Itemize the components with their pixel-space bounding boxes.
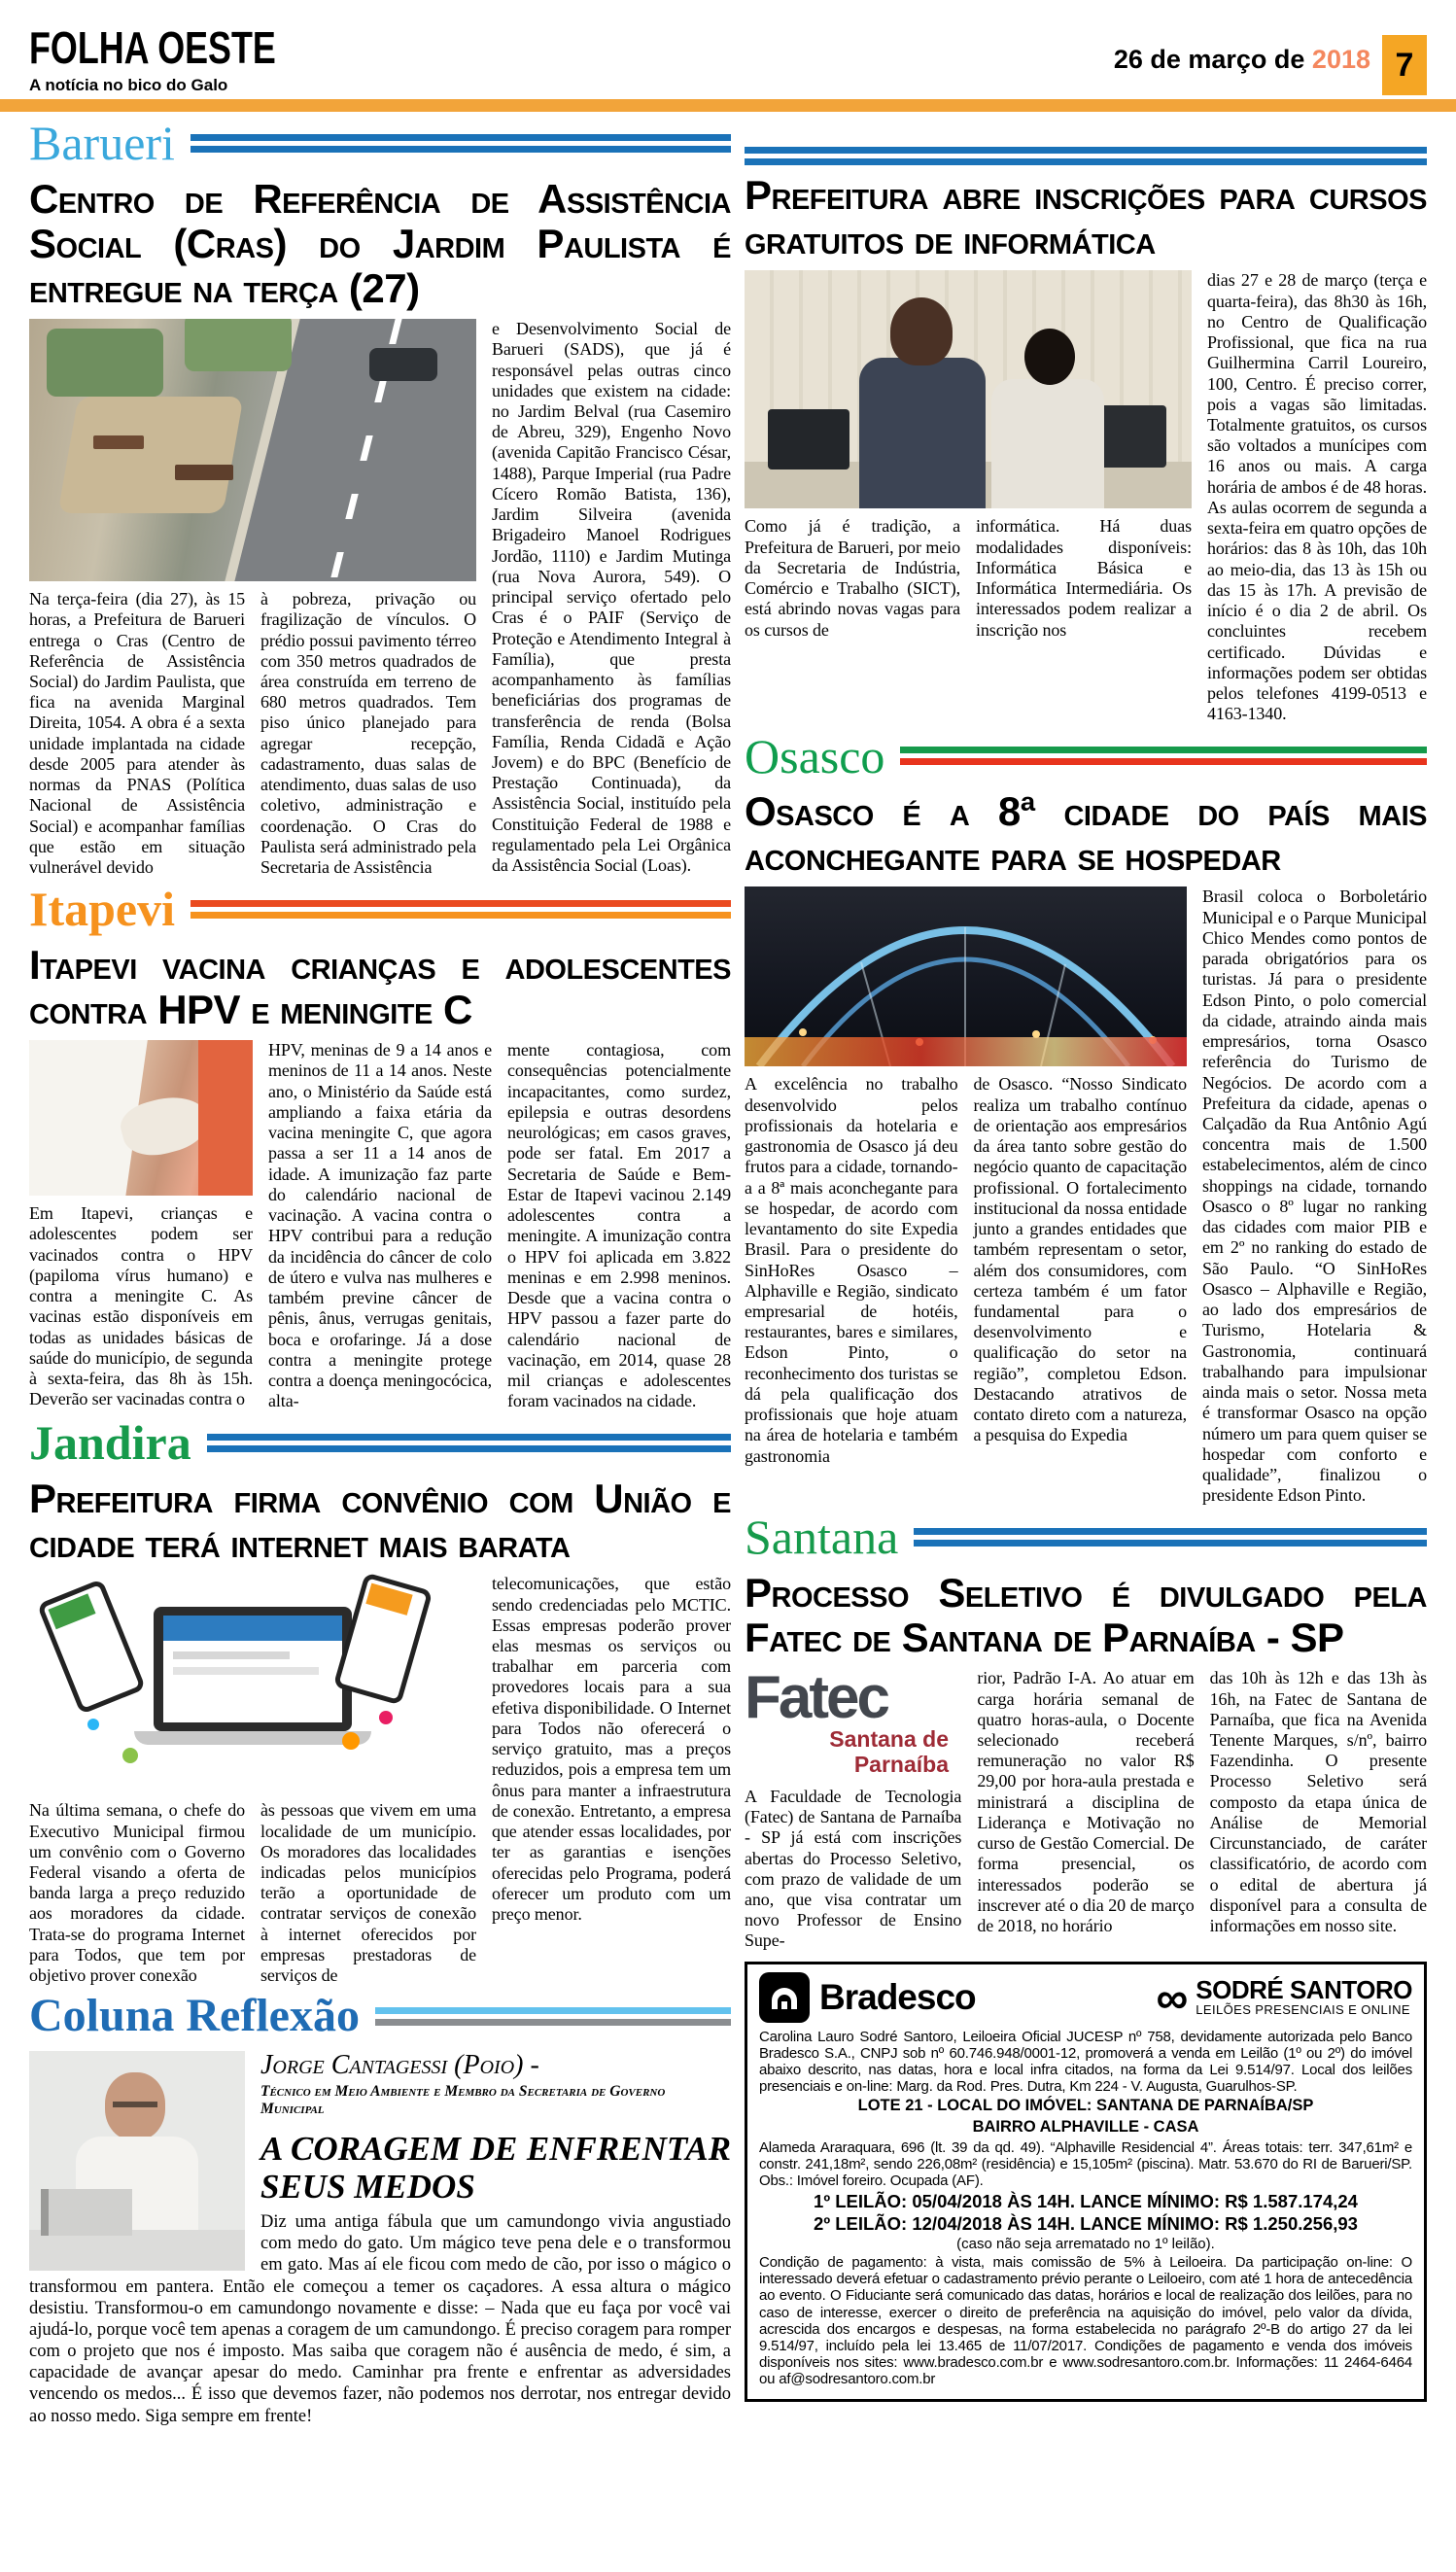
section-title-barueri: Barueri [29,116,175,170]
bradesco-logo [759,1972,976,2023]
informatica-section [745,147,1427,725]
ad-first-auction-line: 1º LEILÃO: 05/04/2018 ÀS 14H. LANCE MÍNIMO: R$ 1.587.174,24 [814,2190,1358,2211]
jandira-article-main [29,1574,476,1986]
illustration-dot-shape [379,1711,393,1724]
jandira-section-header [29,1417,731,1469]
photo-student-head-shape [890,297,953,365]
osasco-col3: Brasil coloca o Borboletário Municipal e o Parque Municipal Chico Mendes como pontos de parada obrigatórios para os turistas. Já para o presidente Edson Pinto, o polo comercial da cidade, atraindo ainda mais empresários, torna Osasco referência do Turismo de Negócios. De acordo com a Prefeitura da cidade, apenas o Calçadão da Rua Antônio Agú concentra mais de 1.500 estabelecimentos, além de cinco shoppings na cidade, tornando Osasco o 8º lugar no ranking das cidades com maior PIB e em 2º no ranking do estado de São Paulo. “O SinHoRes Osasco – Alphaville e Região, ao lado dos empresários de Turismo, Hotelaria & Gastronomia, continuará trabalhando para impulsionar ainda mais o setor. Nossa meta é transformar Osasco na opção número um para quem quiser se hospedar com conforto e qualidade”, finalizou o presidente Edson Pinto. [1202,886,1427,1506]
itapevi-col2: HPV, meninas de 9 a 14 anos e meninos de 11 a 14 anos. Neste ano, o Ministério da Saúde está ampliando a faixa etária da vacina meningite C, que agora passa a ser 11 a 14 anos de idade. A imunização faz parte do calendário nacional de vacinação. A vacina contra o HPV contribui para a redução da incidência do câncer de colo de útero e vulva nas mulheres e também previne câncer de pênis, ânus, verrugas genitais, boca e orofaringe. Já a dose contra a meningite protege contra a doença meningocócica, alta- [268,1040,492,1411]
section-title-osasco: Osasco [745,728,885,783]
barueri-section-rule [191,134,731,153]
cras-street-photo [29,319,476,581]
fatec-logo-subtitle-2: Parnaíba [853,1751,949,1777]
section-title-santana: Santana [745,1510,899,1565]
section-title-jandira: Jandira [29,1415,191,1471]
itapevi-headline: Itapevi vacina crianças e adolescentes contra HPV e meningite C [29,941,731,1033]
ad-lot-title-line1: LOTE 21 - LOCAL DO IMÓVEL: SANTANA DE PARNAÍBA/SP [857,2097,1314,2115]
edition-date-text: 26 de março de [1113,45,1312,74]
photo-student-body-shape [859,358,986,508]
photo-monitor-shape [768,409,849,469]
barueri-section-header [29,118,731,169]
photo-bench-shape [93,435,144,449]
barueri-col2: à pobreza, privação ou fragilização de vínculos. O prédio possui pavimento térreo com 350 metros quadrados de área construída em terreno de 680 metros quadrados. Tem piso único planejado para agregar recepção, cadastramento, duas salas de atendimento, duas salas de uso coletivo, administração e coordenação. O Cras do Paulista será administrado pela Secretaria de Assistência [260,589,476,878]
osasco-col2: de Osasco. “Nosso Sindicato realiza um trabalho contínuo de orientação aos empresários da área tanto sobre gestão do negócio quanto de capacitação profissional. O fortalecimento institucional da nossa entidade junto a grandes entidades que também representam o setor, além dos consumidores, com certeza também é um fator fundamental para o desenvolvimento e qualificação do setor na região”, completou Edson. Destacando atrativos de contato direto com a natureza, a pesquisa do Expedia [973,1074,1187,1445]
masthead-left [29,22,345,95]
barueri-text-columns [29,589,476,878]
photo-desk-shape [29,2230,245,2271]
barueri-headline: Centro de Referência de Assistência Social (Cras) do Jardim Paulista é entregue na terça (27) [29,175,731,311]
informatica-headline: Prefeitura abre inscrições para cursos gratuitos de informática [745,172,1427,263]
coluna-section-rule [375,2007,731,2026]
newspaper-title: FOLHA OESTE [29,22,276,73]
jandira-col1: Na última semana, o chefe do Executivo Municipal firmou um convênio com o Governo Federal visando a oferta de banda larga a preço reduzido aos moradores da cidade. Trata-se do programa Internet para Todos, que tem por objetivo prover conexão [29,1800,245,1986]
coluna-headline: A CORAGEM DE ENFRENTAR SEUS MEDOS [260,2129,731,2206]
informatica-col2: informática. Há duas modalidades disponíveis: Informática Básica e Informática Intermediária. Os interessados podem realizar a inscrição nos [976,516,1192,640]
photo-glasses-shape [113,2102,157,2107]
ad-auction-note: (caso não seja arrematado no 1º leilão). [956,2236,1215,2253]
photo-student-head-shape [1024,329,1075,385]
coluna-body: Diz uma antiga fábula que um camundongo vivia angustiado com medo do gato. Um mágico teve pena dele e o transformou em gato. Mas aí ele ficou com medo de cão, por isso o mágico o transformou em pantera. Então ele começou a temer os caçadores. A essa altura o mágico desistiu. Transformou-o em camundongo novamente e disse: – Nada que eu faça por você vai ajudá-lo, porque você tem apenas a coragem de um camundongo. É preciso coragem para romper com o projeto que nos é imposto. Mas saiba que coragem não é ausência de medo, é sim, a capacidade de avançar apesar do medo. Caminhar pra frente e enfrentar as adversidades vencendo os medos... É isso que devemos fazer, não podemos nos derrotar, nos entregar devido ao nosso medo. Siga sempre em frente! [29,2211,731,2426]
barueri-section [29,118,731,878]
osasco-bridge-night-photo [745,886,1187,1066]
bradesco-wordmark: Bradesco [819,1976,976,2017]
photo-grass-shape [47,329,163,397]
illustration-laptop-header-shape [163,1616,342,1641]
photo-car-shape [369,348,437,381]
ad-lot-title-line2: BAIRRO ALPHAVILLE - CASA [972,2117,1199,2136]
barueri-article [29,319,731,878]
sodre-santoro-tagline: LEILÕES PRESENCIAIS E ONLINE [1196,2001,1410,2017]
barueri-col1: Na terça-feira (dia 27), às 15 horas, a Prefeitura de Barueri entrega o Cras (Centro de Referência de Assistência Social) do Jardim Paulista, que fica na avenida Marginal Direita, 1054. A obra é a sexta unidade implantada na cidade desde 2005 para atender às normas da PNAS (Política Nacional de Assistência Social) e acompanhar famílias que estão em situação vulnerável devido [29,589,245,878]
santana-section [745,1512,1427,1951]
osasco-section-rule [900,747,1427,765]
illustration-phone-left-shape [37,1579,146,1715]
fatec-logo-subtitle-1: Santana de [829,1726,949,1753]
ad-second-auction-line: 2º LEILÃO: 12/04/2018 ÀS 14H. LANCE MÍNIMO: R$ 1.250.256,93 [814,2213,1358,2235]
bradesco-icon [759,1972,810,2023]
edition-date [1114,45,1370,75]
sodre-santoro-text [1196,1974,1412,2018]
ad-intro-text: Carolina Lauro Sodré Santoro, Leiloeira Oficial JUCESP nº 758, devidamente autorizada pelo Banco Bradesco S.A., CNPJ sob nº 60.746.948/0001-12, promoverá a venda em Leilão (1º ou 2º) do imóvel abaixo descrito, nas datas, hora e local infra citados, na forma da Lei 9.514/97. Local dos leilões presenciais e on-line: Marg. da Rod. Pres. Dutra, Km 224 - V. Augusta, Guarulhos-SP. [759,2028,1412,2095]
informatica-top-rule [745,147,1427,165]
santana-headline: Processo Seletivo é divulgado pela Fatec de Santana de Parnaíba - SP [745,1569,1427,1661]
coluna-section-header [29,1992,731,2040]
masthead [0,0,1456,95]
santana-section-rule [914,1528,1427,1547]
sodre-santoro-icon: ∞ [1156,1971,1189,2023]
right-column [745,112,1427,2427]
columnist-role: Técnico em Meio Ambiente e Membro da Secretaria de Governo Municipal [260,2082,666,2117]
informatica-text-columns [745,516,1192,640]
photo-laptop-shape [41,2189,132,2236]
jandira-section [29,1417,731,1986]
edition-year: 2018 [1311,45,1370,74]
informatica-article-main [745,270,1192,724]
informatica-article [745,270,1427,724]
osasco-section [745,728,1427,1507]
illustration-dot-shape [342,1732,360,1750]
section-title-itapevi: Itapevi [29,882,175,937]
jandira-col3: telecomunicações, que estão sendo credenciadas pelo MCTIC. Essas empresas poderão prover elas mesmas os serviços ou trabalhar em parceria com provedores locais para a sua efetiva disponibilidade. O Internet para Todos não oferecerá o serviço gratuito, mas a preços reduzidos, pois a empresa tem um ônus para manter a infraestrutura de conexão. Entretanto, a empresa que atender essas localidades, por ter as garantias e isenções oferecidas pelo Programa, poderá oferecer um produto com um preço menor. [492,1574,731,1925]
page-number-badge: 7 [1382,35,1427,95]
illustration-phone-screen-shape [365,1583,412,1616]
itapevi-section-header [29,884,731,935]
computer-class-photo [745,270,1192,508]
jandira-article [29,1574,731,1986]
itapevi-section-rule [191,900,731,919]
barueri-article-main [29,319,476,878]
jandira-text-columns [29,1800,476,1986]
itapevi-section [29,884,731,1411]
osasco-section-header [745,728,1427,783]
columnist-photo [29,2051,245,2271]
barueri-col3: e Desenvolvimento Social de Barueri (SADS), que já é responsável pelas outras cinco unidades que existem na cidade: no Jardim Belval (rua Casemiro de Abreu, 329), Engenho Novo (avenida Capitão Francisco César, 1488), Parque Imperial (rua Padre Cícero Romão Batista, 136), Jardim Silveira (avenida Brigadeiro Manoel Rodrigues Jordão, 1110) e Jardim Mutinga (rua Nova Aurora, 549). O principal serviço ofertado pelo Cras é o PAIF (Serviço de Proteção e Atendimento Integral à Família), que presta acompanhamento às famílias beneficiárias dos programas de transferência de renda (Bolsa Família, Renda Cidadã e Ação Jovem) e do BPC (Benefício de Prestação Continuada), da Assistência Social, instituído pela Constituição Federal de 1988 e regulamentado pela Lei Orgânica da Assistência Social (Loas). [492,319,731,876]
sodre-santoro-logo [1156,1971,1412,2023]
illustration-phone-screen-shape [48,1594,95,1630]
sodre-santoro-wordmark: SODRÉ SANTORO [1196,1974,1412,2004]
vaccination-photo [29,1040,253,1196]
illustration-phone-right-shape [333,1574,433,1706]
itapevi-col1: Em Itapevi, crianças e adolescentes podem ser vacinados contra o HPV (papiloma vírus humano) e contra a meningite C. As vacinas estão disponíveis em todas as unidades básicas de saúde do município, de segunda à sexta-feira, das 8h às 15h. Deverão ser vacinadas contra o [29,1203,253,1409]
santana-col3: das 10h às 12h e das 13h às 16h, na Fatec de Santana de Parnaíba, que fica na Avenida Tenente Marques, s/nº, bairro Fazendinha. O presente Processo Seletivo será composto da etapa única de Análise de Memorial Circunstanciado, de caráter classificatório, de acordo com o edital de abertura já disponível para a consulta de informações em nosso site. [1209,1668,1427,1936]
itapevi-col3: mente contagiosa, com consequências potencialmente incapacitantes, como surdez, epilepsia e outras desordens neurológicas; em casos graves, pode ser fatal. Em 2017 a Secretaria de Saúde e Bem-Estar de Itapevi vacinou 2.149 adolescentes contra a meningite. A imunização contra o HPV foi aplicada em 3.822 meninas e em 2.998 meninos. Desde que a vacina contra o HPV passou a fazer parte do calendário nacional de vacinação, em 2014, quase 28 mil crianças e adolescentes foram vacinados na cidade. [507,1040,731,1411]
osasco-text-columns [745,1074,1187,1466]
masthead-divider-bar [0,99,1456,112]
santana-col1: A Faculdade de Tecnologia (Fatec) de Santana de Parnaíba - SP já está com inscrições abertas do Processo Seletivo, com prazo de validade de um ano, que visa contratar um novo Professor de Ensino Supe- [745,1786,962,1951]
page-content [0,112,1456,2427]
fatec-logo-wordmark: Fatec [745,1664,887,1732]
santana-section-header [745,1512,1427,1563]
illustration-dot-shape [122,1748,138,1763]
coluna-article [29,2045,731,2427]
coluna-reflexao-section [29,1992,731,2426]
illustration-text-line-shape [173,1651,290,1659]
fatec-logo [745,1664,949,1777]
ad-property-description: Alameda Araraquara, 696 (lt. 39 da qd. 49). “Alphaville Residencial 4”. Áreas totais: terr. 347,61m² e constr. 241,18m², sendo 226,08m² (residência) e 15,105m² (piscina). Matr. 53.670 do RI de Barueri/SP. Obs.: Imóvel foreiro. Ocupada (AF). [759,2138,1412,2189]
photo-traffic-lights-shape [745,1037,1187,1066]
jandira-section-rule [207,1434,731,1452]
illustration-text-line-shape [173,1667,319,1675]
osasco-article-main [745,886,1187,1506]
photo-grass-shape [185,319,292,371]
illustration-laptop-base-shape [134,1731,371,1745]
osasco-article [745,886,1427,1506]
santana-article-colA [745,1664,962,1951]
itapevi-article-colA [29,1040,253,1411]
columnist-name: Jorge Cantagessi (Poio) - [260,2049,539,2080]
photo-student-body-shape [991,379,1104,508]
photo-orange-shirt-shape [198,1040,253,1196]
masthead-right [1114,35,1427,95]
auction-ad-header [759,1972,1412,2023]
osasco-col1: A excelência no trabalho desenvolvido pelos profissionais da hotelaria e gastronomia de Osasco já deu frutos para a cidade, tornando-a a 8ª mais aconchegante para se hospedar, de acordo com levantamento do site Expedia Brasil. Para o presidente do SinHoRes Osasco – Alphaville e Região, sindicato empresarial de hotéis, restaurantes, bares e similares, Edson Pinto, o reconhecimento dos turistas se dá pela qualificação dos profissionais que hoje atuam na área de hotelaria e também gastronomia [745,1074,958,1466]
santana-col2: rior, Padrão I-A. Ao atuar em carga horária semanal de quatro horas-aula, o Docente selecionado receberá remuneração no valor R$ 29,00 por hora-aula prestada e ministrará a disciplina de Liderança e Motivação no curso de Gestão Comercial. De forma presencial, os interessados poderão se inscrever até o dia 20 de março de 2018, no horário [977,1668,1195,1936]
illustration-dot-shape [87,1719,99,1730]
santana-article [745,1664,1427,1951]
newspaper-tagline: A notícia no bico do Galo [29,76,228,94]
auction-ad [745,1962,1427,2402]
osasco-headline: Osasco é a 8ª cidade do país mais aconchegante para se hospedar [745,788,1427,880]
left-column [29,112,731,2427]
ad-conditions-text: Condição de pagamento: à vista, mais comissão de 5% à Leiloeira. Da participação on-line: O interessado deverá efetuar o cadastramento prévio perante o Leiloeiro, com até 1 hora de antecedência ao evento. O Fiduciante será comunicado das datas, horários e local de realização dos leilões, para no caso de interesse, exercer o direito de preferência na aquisição do imóvel, pelo valor da dívida, acrescida dos encargos e despesas, na forma estabelecida no parágrafo 2º-B do artigo 27 da lei 9.514/97, incluído pela lei 13.465 de 11/07/2017. Condições de pagamento e venda dos imóveis disponíveis nos sites: www.bradesco.com.br e www.sodresantoro.com.br. Informações: 11 2464-6464 ou af@sodresantoro.com.br [759,2254,1412,2387]
photo-bench-shape [175,465,233,480]
jandira-col2: às pessoas que vivem em uma localidade de um município. Os moradores das localidades indicadas pelos municípios terão a oportunidade de contratar serviços de conexão à internet oferecidos por empresas prestadoras de serviços de [260,1800,476,1986]
itapevi-article [29,1040,731,1411]
section-title-coluna-reflexao: Coluna Reflexão [29,1990,360,2042]
photo-path-shape [57,397,243,513]
informatica-col3: dias 27 e 28 de março (terça e quarta-feira), das 8h30 às 16h, no Centro de Qualificação Profissional, que fica na rua Guilhermina Carril Loureiro, 100, Centro. É preciso correr, pois a vagas são limitadas. Totalmente gratuitos, os cursos são voltados a munícipes com 16 anos ou mais. A carga horária de ambos é de 48 horas. As aulas ocorrem de segunda a sexta-feira em quatro opções de horários: das 8 às 10h, das 10h ao meio-dia, das 13 às 15h ou das 15 às 17h. A previsão de início é o dia 2 de abril. Os concluintes recebem certificado. Dúvidas e informações podem ser obtidas pelos telefones 4199-0513 e 4163-1340. [1207,270,1427,724]
internet-devices-illustration [29,1574,476,1792]
informatica-col1: Como já é tradição, a Prefeitura de Barueri, por meio da Secretaria de Indústria, Comércio e Trabalho (SICT), está abrindo novas vagas para os cursos de [745,516,960,640]
jandira-headline: Prefeitura firma convênio com União e cidade terá internet mais barata [29,1475,731,1567]
